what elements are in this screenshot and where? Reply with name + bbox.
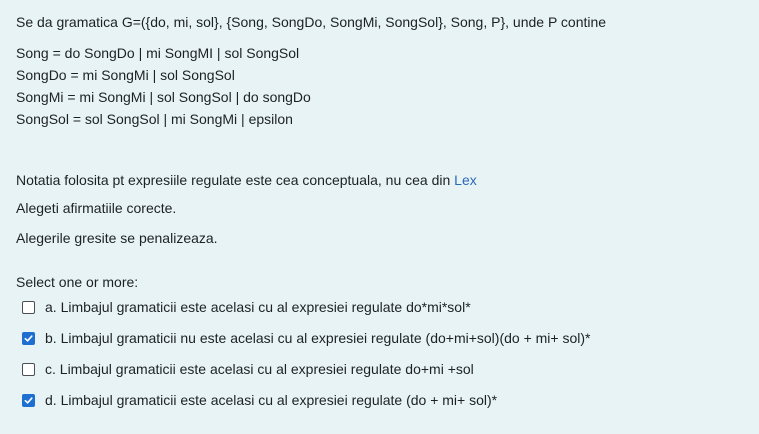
checkbox-d[interactable] xyxy=(22,394,35,407)
option-b-label: b. Limbajul gramaticii nu este acelasi cu al expresiei regulate (do+mi+sol)(do + mi+ sol)* xyxy=(45,330,591,346)
grammar-rule-songdo: SongDo = mi SongMi | sol SongSol xyxy=(16,67,235,83)
checkmark-icon xyxy=(24,396,33,405)
checkbox-b[interactable] xyxy=(22,332,35,345)
option-b[interactable] xyxy=(22,329,590,347)
option-c[interactable] xyxy=(22,360,474,378)
penalty-text: Alegerile gresite se penalizeaza. xyxy=(16,230,218,246)
notation-note xyxy=(16,171,477,189)
option-a[interactable] xyxy=(22,298,471,316)
grammar-rule-songmi: SongMi = mi SongMi | sol SongSol | do songDo xyxy=(16,89,311,105)
lex-link[interactable]: Lex xyxy=(454,172,477,188)
select-prompt: Select one or more: xyxy=(16,274,139,290)
instruction-text: Alegeti afirmatiile corecte. xyxy=(16,200,177,216)
checkbox-c[interactable] xyxy=(22,363,35,376)
option-d[interactable] xyxy=(22,391,497,409)
grammar-rule-song: Song = do SongDo | mi SongMI | sol SongSol xyxy=(16,45,300,61)
option-a-label: a. Limbajul gramaticii este acelasi cu al expresiei regulate do*mi*sol* xyxy=(45,299,471,315)
checkmark-icon xyxy=(24,334,33,343)
grammar-rule-songsol: SongSol = sol SongSol | mi SongMi | epsilon xyxy=(16,111,293,127)
option-d-label: d. Limbajul gramaticii este acelasi cu al expresiei regulate (do + mi+ sol)* xyxy=(45,392,498,408)
checkbox-a[interactable] xyxy=(22,301,35,314)
question-intro: Se da gramatica G=({do, mi, sol}, {Song, SongDo, SongMi, SongSol}, Song, P}, unde P contine xyxy=(16,14,607,30)
option-c-label: c. Limbajul gramaticii este acelasi cu al expresiei regulate do+mi +sol xyxy=(45,361,474,377)
notation-text: Notatia folosita pt expresiile regulate este cea conceptuala, nu cea din xyxy=(16,172,455,188)
